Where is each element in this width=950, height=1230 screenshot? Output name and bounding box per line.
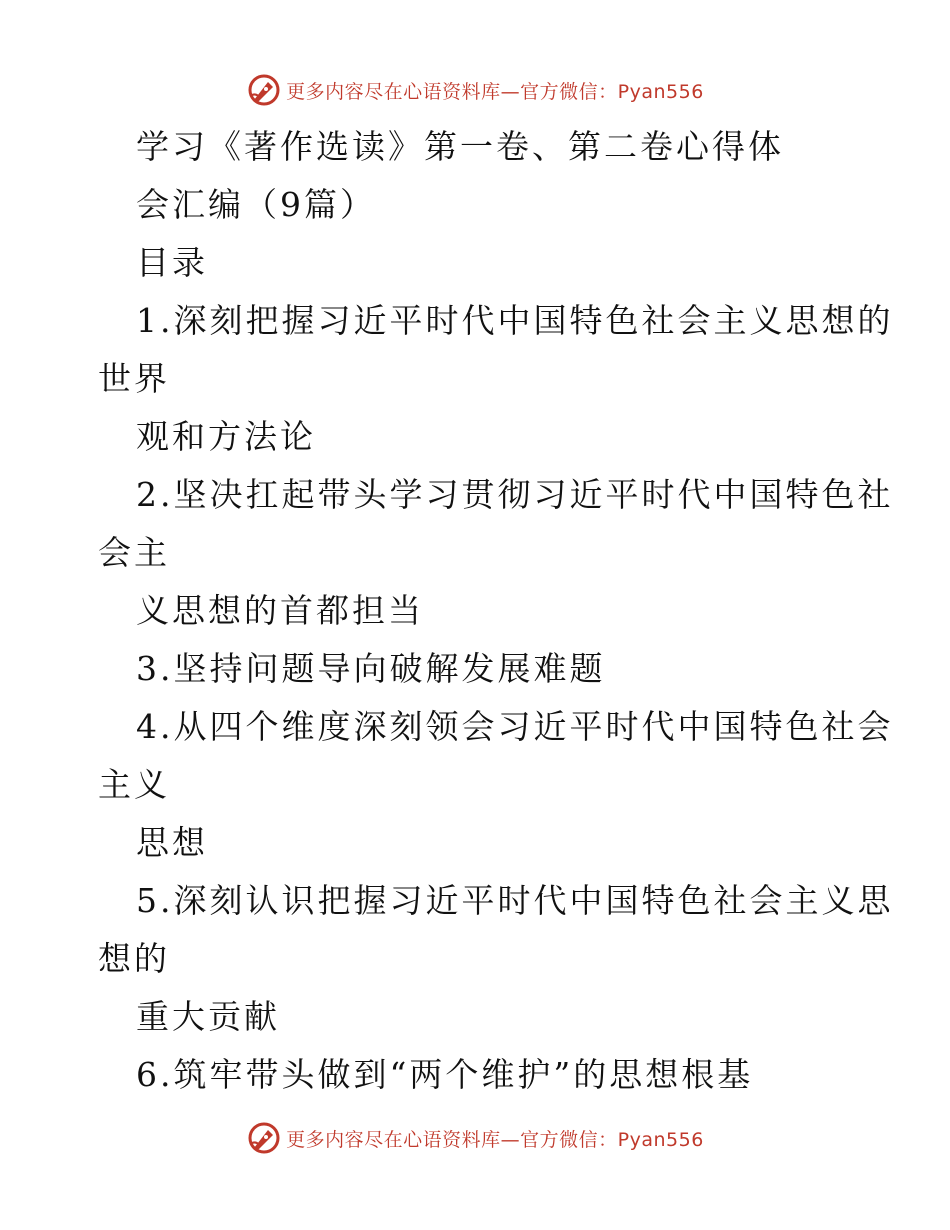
toc-item-4-line-2: 主义 bbox=[98, 765, 170, 804]
toc-item-4-line-1: 4.从四个维度深刻领会习近平时代中国特色社会 bbox=[136, 707, 894, 746]
toc-item-1-line-2: 世界 bbox=[98, 359, 170, 398]
header-banner-text: 更多内容尽在心语资料库—官方微信：Pyan556 bbox=[286, 80, 704, 103]
footer-banner bbox=[0, 1118, 950, 1158]
pen-nib-logo-icon bbox=[246, 72, 282, 108]
toc-item-4-line-3: 思想 bbox=[136, 823, 208, 862]
toc-item-1-line-1: 1.深刻把握习近平时代中国特色社会主义思想的 bbox=[136, 301, 894, 340]
toc-item-6-line-1: 6.筑牢带头做到“两个维护”的思想根基 bbox=[136, 1055, 754, 1094]
document-title-line-1: 学习《著作选读》第一卷、第二卷心得体 bbox=[136, 127, 784, 166]
document-body bbox=[98, 118, 894, 1104]
pen-nib-logo-icon bbox=[246, 1120, 282, 1156]
toc-item-5-line-3: 重大贡献 bbox=[136, 997, 280, 1036]
document-title-line-2: 会汇编（9篇） bbox=[136, 185, 376, 224]
toc-item-5-line-1: 5.深刻认识把握习近平时代中国特色社会主义思 bbox=[136, 881, 894, 920]
toc-item-2-line-1: 2.坚决扛起带头学习贯彻习近平时代中国特色社 bbox=[136, 475, 894, 514]
toc-heading: 目录 bbox=[136, 243, 208, 282]
toc-item-3-line-1: 3.坚持问题导向破解发展难题 bbox=[136, 649, 606, 688]
toc-item-2-line-3: 义思想的首都担当 bbox=[136, 591, 424, 630]
footer-banner-text: 更多内容尽在心语资料库—官方微信：Pyan556 bbox=[286, 1128, 704, 1151]
toc-item-5-line-2: 想的 bbox=[98, 939, 170, 978]
toc-item-2-line-2: 会主 bbox=[98, 533, 170, 572]
header-banner bbox=[0, 70, 950, 110]
toc-item-1-line-3: 观和方法论 bbox=[136, 417, 316, 456]
